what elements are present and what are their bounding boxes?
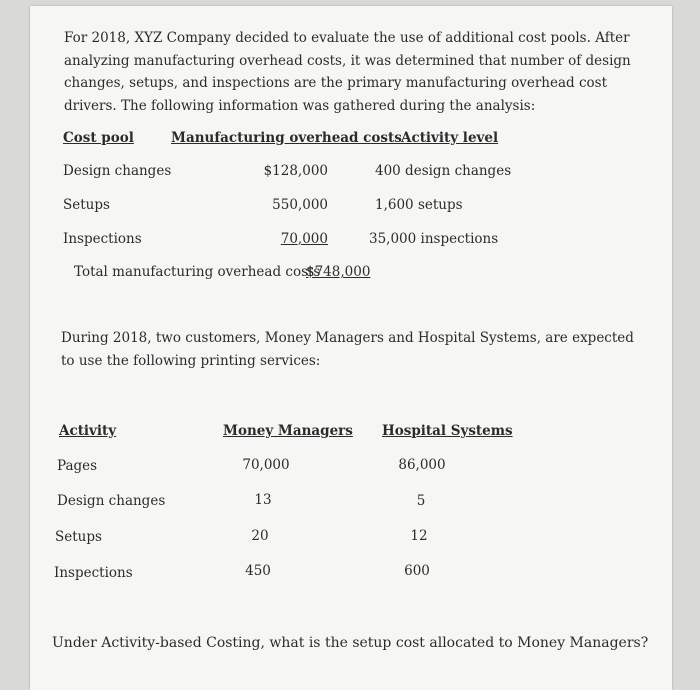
intro-paragraph: For 2018, XYZ Company decided to evaluate the use of additional cost pools. After analyzing manufacturing overhead costs, it was determined that number of design changes, setups, and inspections are the primary manufacturing overhead cost drivers. The following information was gathered during the analysis: (64, 30, 631, 114)
header-money-managers: Money Managers (223, 423, 353, 439)
total-overhead-label: Total manufacturing overhead costs (74, 264, 321, 280)
usage-row-design-hospital: 5 (416, 493, 426, 509)
usage-row-pages-label: Pages (57, 458, 98, 474)
header-activity: Activity (59, 423, 117, 439)
usage-row-inspections-hospital: 600 (404, 563, 430, 579)
total-overhead-value: $748,000 (306, 264, 371, 280)
row-cost-setups: 550,000 (272, 197, 328, 213)
usage-row-design-money: 13 (254, 492, 272, 508)
usage-row-setups-hospital: 12 (410, 528, 428, 544)
row-cost-inspections: 70,000 (280, 231, 328, 247)
usage-row-pages-money: 70,000 (242, 457, 290, 473)
row-pool-setups: Setups (63, 197, 110, 213)
usage-row-setups-money: 20 (251, 528, 269, 544)
usage-row-inspections-label: Inspections (54, 565, 133, 581)
row-activity-setups: 1,600 setups (375, 197, 463, 213)
usage-row-design-label: Design changes (57, 493, 166, 509)
row-pool-design-changes: Design changes (63, 163, 172, 179)
usage-row-inspections-money: 450 (245, 563, 271, 579)
row-pool-inspections: Inspections (63, 231, 142, 247)
question-text: Under Activity-based Costing, what is the setup cost allocated to Money Managers? (52, 635, 649, 651)
header-activity-level: Activity level (401, 130, 499, 146)
usage-row-pages-hospital: 86,000 (398, 457, 446, 473)
customers-paragraph: During 2018, two customers, Money Managers and Hospital Systems, are expected to use the following printing services: (61, 330, 634, 369)
usage-row-setups-label: Setups (55, 529, 102, 545)
header-manufacturing-overhead-costs: Manufacturing overhead costs (171, 130, 402, 146)
header-cost-pool: Cost pool (63, 130, 134, 146)
row-activity-inspections: 35,000 inspections (369, 231, 499, 247)
header-hospital-systems: Hospital Systems (382, 423, 513, 439)
row-activity-design-changes: 400 design changes (375, 163, 512, 179)
row-cost-design-changes: $128,000 (263, 163, 328, 179)
document-page (30, 6, 672, 690)
